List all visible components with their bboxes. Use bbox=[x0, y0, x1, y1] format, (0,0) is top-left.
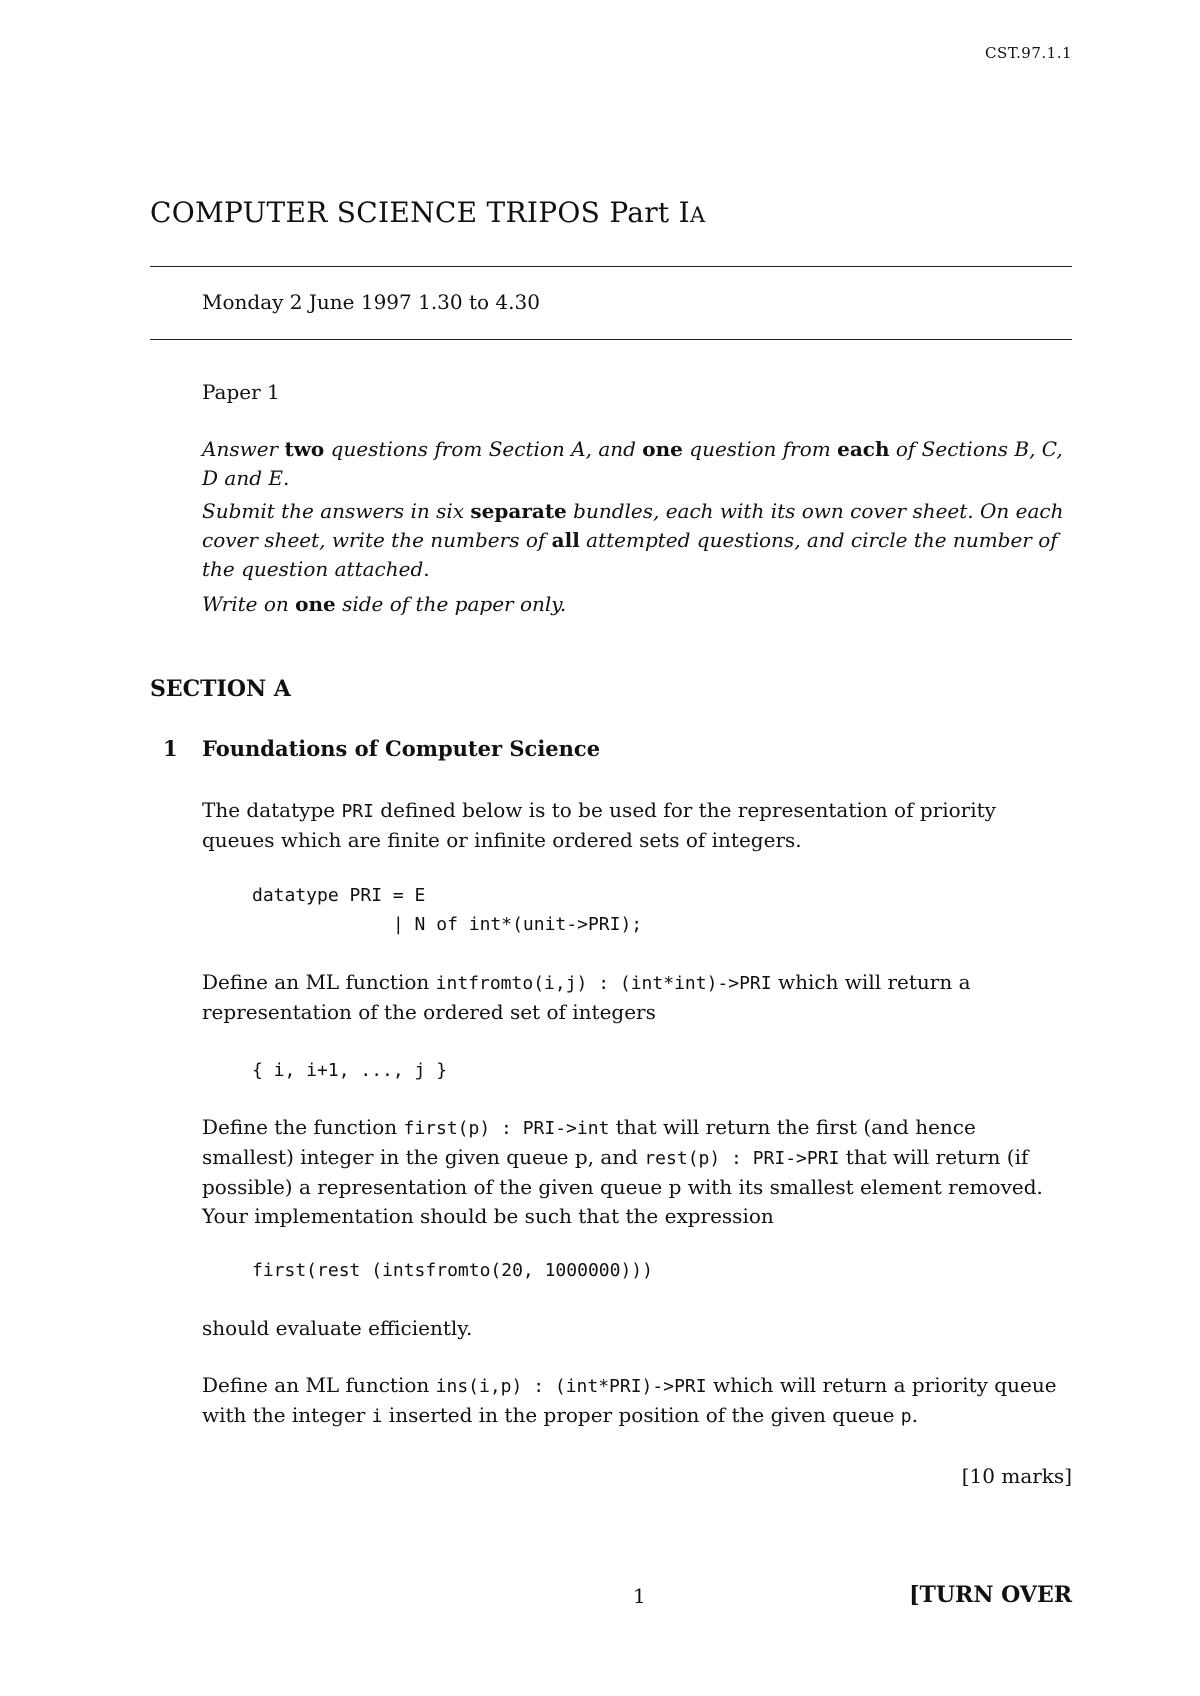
inline-code: intfromto(i,j) : (int*int)->PRI bbox=[435, 973, 772, 994]
question-title: Foundations of Computer Science bbox=[202, 736, 601, 761]
instruction-answer bbox=[202, 435, 1072, 493]
inline-code: PRI bbox=[341, 801, 374, 822]
instr-bold: each bbox=[837, 437, 890, 461]
inline-code: p bbox=[900, 1406, 912, 1427]
page-number: 1 bbox=[633, 1584, 646, 1608]
inline-code: ins(i,p) : (int*PRI)->PRI bbox=[435, 1376, 707, 1397]
code-expression: first(rest (intsfromto(20, 1000000))) bbox=[252, 1260, 653, 1281]
question-number: 1 bbox=[163, 736, 178, 761]
exam-title-main: COMPUTER SCIENCE TRIPOS Part I bbox=[150, 196, 691, 229]
exam-title bbox=[150, 196, 706, 229]
para-text: defined below is to be used for the representation of priority queues which are finite or infinite ordered sets of integers. bbox=[202, 798, 996, 852]
instr-text: of Sections B, C, D and E. bbox=[202, 437, 1063, 490]
question-intro bbox=[202, 796, 1072, 855]
document-reference: CST.97.1.1 bbox=[984, 44, 1072, 62]
para-text: Define an ML function bbox=[202, 970, 436, 994]
question-part-ins bbox=[202, 1371, 1072, 1431]
para-text: that will return (if possible) a representation of the given queue p with its smallest element removed. Your implementation should be such that the expression bbox=[202, 1145, 1043, 1228]
inline-code: rest(p) : PRI->PRI bbox=[644, 1148, 840, 1169]
para-text: that will return the first (and hence smallest) integer in the given queue p, and bbox=[202, 1115, 976, 1169]
question-part-intfromto bbox=[202, 968, 1072, 1027]
instr-bold: separate bbox=[470, 499, 567, 523]
instruction-submit bbox=[202, 497, 1072, 584]
paper-label: Paper 1 bbox=[202, 380, 280, 404]
instr-bold: one bbox=[642, 437, 683, 461]
instr-text: side of the paper only. bbox=[335, 592, 567, 616]
section-heading: SECTION A bbox=[150, 676, 291, 702]
instr-bold: all bbox=[551, 528, 580, 552]
para-text: which will return a representation of the ordered set of integers bbox=[202, 970, 971, 1024]
top-divider bbox=[150, 266, 1072, 267]
instr-text: question from bbox=[682, 437, 838, 461]
instr-text: Answer bbox=[202, 437, 285, 461]
instruction-write bbox=[202, 590, 1072, 619]
instr-text: Write on bbox=[202, 592, 296, 616]
instr-bold: one bbox=[295, 592, 336, 616]
turn-over-label: [TURN OVER bbox=[909, 1582, 1072, 1608]
bottom-divider bbox=[150, 339, 1072, 340]
instr-bold: two bbox=[284, 437, 325, 461]
para-text: inserted in the proper position of the given queue bbox=[382, 1403, 901, 1427]
exam-date-time: Monday 2 June 1997 1.30 to 4.30 bbox=[202, 290, 540, 314]
question-part-first-rest bbox=[202, 1113, 1072, 1231]
code-datatype: datatype PRI = E | N of int*(unit->PRI); bbox=[252, 885, 643, 935]
inline-code: i bbox=[371, 1406, 383, 1427]
instr-text: attempted questions, and circle the number of the question attached. bbox=[202, 528, 1058, 581]
para-text: which will return a priority queue with the integer bbox=[202, 1373, 1057, 1427]
instr-text: Submit the answers in six bbox=[202, 499, 471, 523]
marks-label: [10 marks] bbox=[961, 1464, 1072, 1488]
instr-text: bundles, each with its own cover sheet. On each cover sheet, write the numbers of bbox=[202, 499, 1064, 552]
exam-title-suffix: A bbox=[690, 203, 706, 227]
code-set: { i, i+1, ..., j } bbox=[252, 1060, 448, 1081]
para-text: Define the function bbox=[202, 1115, 404, 1139]
question-efficiency: should evaluate efficiently. bbox=[202, 1316, 473, 1340]
inline-code: first(p) : PRI->int bbox=[403, 1118, 610, 1139]
para-text: The datatype bbox=[202, 798, 342, 822]
para-text: . bbox=[911, 1403, 918, 1427]
para-text: Define an ML function bbox=[202, 1373, 436, 1397]
instr-text: questions from Section A, and bbox=[324, 437, 643, 461]
